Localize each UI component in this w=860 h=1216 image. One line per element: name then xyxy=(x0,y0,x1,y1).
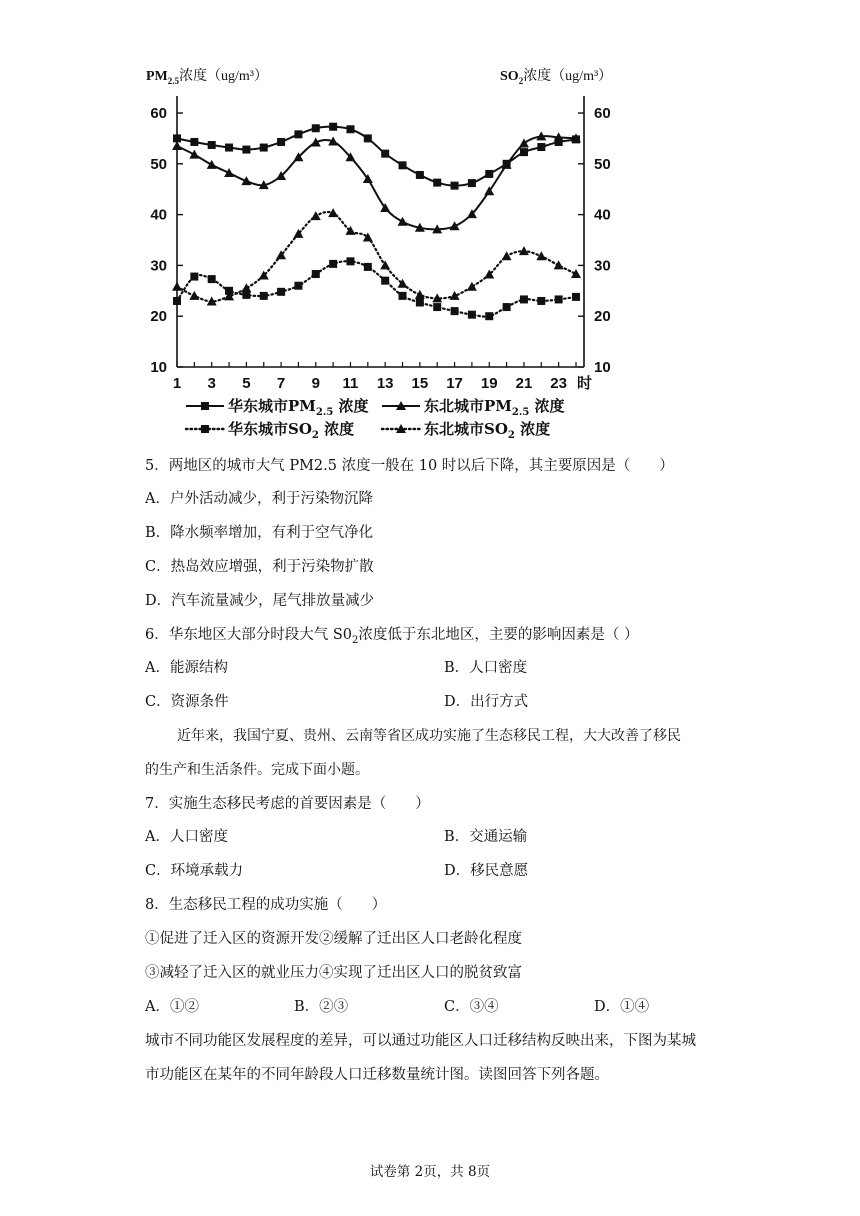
q8-option-d: D．①④ xyxy=(594,999,650,1015)
data-point xyxy=(520,148,528,156)
x-tick-label: 7 xyxy=(276,375,286,392)
data-point xyxy=(468,179,476,187)
question-7: 7．实施生态移民考虑的首要因素是（ ） xyxy=(145,796,430,812)
data-point xyxy=(363,232,373,241)
chart-series xyxy=(172,123,581,320)
x-tick-label: 11 xyxy=(342,375,359,392)
data-point xyxy=(485,170,493,178)
data-point xyxy=(364,263,372,271)
data-point xyxy=(172,282,182,291)
legend-swatch-marker xyxy=(201,425,209,433)
data-point xyxy=(398,279,408,288)
data-point xyxy=(537,143,545,151)
q5-option-c: C．热岛效应增强，利于污染物扩散 xyxy=(145,559,374,575)
series-4 xyxy=(172,208,581,305)
passage-1-line-2: 的生产和生活条件。完成下面小题。 xyxy=(145,762,369,778)
question-5: 5．两地区的城市大气 PM2.5 浓度一般在 10 时以后下降，其主要原因是（ ） xyxy=(145,458,674,474)
x-tick-label: 19 xyxy=(480,375,498,392)
x-tick-label: 5 xyxy=(242,375,251,392)
series-line xyxy=(177,212,576,301)
data-point xyxy=(503,303,511,311)
data-point xyxy=(571,269,581,278)
data-point xyxy=(312,270,320,278)
q6-option-c: C．资源条件 xyxy=(145,694,229,710)
legend-swatch-marker xyxy=(201,402,209,410)
data-point xyxy=(381,277,389,285)
data-point xyxy=(416,171,424,179)
x-tick-label: 13 xyxy=(376,375,394,392)
data-point xyxy=(242,146,250,154)
q5-option-b: B．降水频率增加，有利于空气净化 xyxy=(145,525,374,541)
data-point xyxy=(189,291,199,300)
data-point xyxy=(345,226,355,235)
series-1 xyxy=(173,123,580,190)
data-point xyxy=(555,295,563,303)
data-point xyxy=(208,141,216,149)
data-point xyxy=(364,134,372,142)
data-point xyxy=(311,211,321,220)
chart-axes xyxy=(177,96,584,367)
passage-2-line-1: 城市不同功能区发展程度的差异，可以通过功能区人口迁移结构反映出来，下图为某城 xyxy=(145,1033,696,1049)
right-axis-label xyxy=(500,67,612,86)
x-tick-label: 17 xyxy=(446,375,463,392)
data-point xyxy=(329,260,337,268)
data-point xyxy=(173,297,181,305)
passage-1-line-1: 近年来，我国宁夏、贵州、云南等省区成功实施了生态移民工程，大大改善了移民 xyxy=(177,728,681,744)
x-unit-label: 时 xyxy=(577,374,593,392)
legend-item-1 xyxy=(186,397,369,418)
legend-item-3 xyxy=(186,420,354,441)
q6-text-post: 浓度低于东北地区，主要的影响因素是（ ） xyxy=(358,627,639,643)
q5-option-a: A．户外活动减少，利于污染物沉降 xyxy=(145,491,373,507)
legend-item-4 xyxy=(382,420,550,441)
data-point xyxy=(277,138,285,146)
y-tick-label-right: 30 xyxy=(594,257,611,275)
data-point xyxy=(276,250,286,259)
data-point xyxy=(260,292,268,300)
question-6 xyxy=(145,625,638,651)
data-point xyxy=(294,282,302,290)
q7-option-a: A．人口密度 xyxy=(145,829,228,845)
data-point xyxy=(293,229,303,238)
passage-2-line-2: 市功能区在某年的不同年龄段人口迁移数量统计图。读图回答下列各题。 xyxy=(145,1067,609,1083)
data-point xyxy=(399,292,407,300)
series-line xyxy=(177,136,576,229)
data-point xyxy=(225,144,233,152)
pm25-so2-chart xyxy=(0,0,860,450)
data-point xyxy=(241,283,251,292)
data-point xyxy=(294,130,302,138)
data-point xyxy=(467,282,477,291)
question-8: 8．生态移民工程的成功实施（ ） xyxy=(145,897,387,913)
chart-legend xyxy=(186,397,565,441)
q6-option-d: D．出行方式 xyxy=(444,694,529,710)
data-point xyxy=(329,123,337,131)
q5-option-d: D．汽车流量减少，尾气排放量减少 xyxy=(145,593,375,609)
data-point xyxy=(520,295,528,303)
data-point xyxy=(312,124,320,132)
axis-label-text: $PM_{2.5}$浓度（ug/m³） xyxy=(146,69,268,86)
data-point xyxy=(519,138,529,147)
series-3 xyxy=(173,257,580,320)
legend-label: 东北城市$SO_2$ 浓度 xyxy=(424,420,551,441)
data-point xyxy=(207,160,217,169)
data-point xyxy=(399,161,407,169)
data-point xyxy=(572,293,580,301)
legend-label: 东北城市$PM_{2.5}$ 浓度 xyxy=(424,397,565,418)
y-tick-label-right: 10 xyxy=(594,359,611,376)
q6-option-b: B．人口密度 xyxy=(444,660,528,676)
x-tick-label: 3 xyxy=(207,375,216,392)
data-point xyxy=(415,290,425,299)
legend-label: 华东城市$SO_2$ 浓度 xyxy=(228,420,355,441)
y-tick-label-right: 60 xyxy=(594,105,611,122)
x-tick-label: 23 xyxy=(550,375,567,392)
data-point xyxy=(398,217,408,226)
data-point xyxy=(554,260,564,269)
data-point xyxy=(416,298,424,306)
data-point xyxy=(451,182,459,190)
data-point xyxy=(451,307,459,315)
data-point xyxy=(468,311,476,319)
left-axis-label xyxy=(146,67,268,86)
y-tick-label-right: 20 xyxy=(594,308,611,326)
y-tick-label-right: 40 xyxy=(594,206,611,224)
data-point xyxy=(260,144,268,152)
x-tick-label: 15 xyxy=(411,375,429,392)
data-point xyxy=(433,179,441,187)
q8-option-b: B．②③ xyxy=(294,999,349,1015)
data-point xyxy=(450,221,460,230)
y-tick-label-left: 30 xyxy=(150,257,167,275)
x-tick-label: 9 xyxy=(311,375,320,392)
data-point xyxy=(433,303,441,311)
data-point xyxy=(224,168,234,177)
x-tick-label: 1 xyxy=(172,375,182,392)
data-point xyxy=(537,297,545,305)
q8-option-c: C．③④ xyxy=(444,999,499,1015)
y-tick-label-left: 60 xyxy=(150,105,167,122)
data-point xyxy=(190,138,198,146)
data-point xyxy=(346,257,354,265)
data-point xyxy=(259,271,269,280)
q7-option-b: B．交通运输 xyxy=(444,829,528,845)
data-point xyxy=(381,150,389,158)
q7-option-c: C．环境承载力 xyxy=(145,863,244,879)
data-point xyxy=(346,125,354,133)
y-tick-label-right: 50 xyxy=(594,155,611,173)
x-tick-label: 21 xyxy=(515,375,533,392)
y-tick-label-left: 10 xyxy=(150,359,167,376)
y-tick-label-left: 40 xyxy=(150,206,167,224)
data-point xyxy=(208,275,216,283)
q8-statement-line-2: ③减轻了迁入区的就业压力④实现了迁出区人口的脱贫致富 xyxy=(145,965,522,981)
page-footer: 试卷第 2页，共 8页 xyxy=(369,1164,491,1180)
y-tick-label-left: 20 xyxy=(150,308,167,326)
q6-option-a: A．能源结构 xyxy=(145,660,228,676)
data-point xyxy=(190,273,198,281)
q8-option-a: A．①② xyxy=(145,999,199,1015)
data-point xyxy=(502,251,512,260)
q6-text-pre: 6．华东地区大部分时段大气 S0 xyxy=(145,627,352,643)
q7-option-d: D．移民意愿 xyxy=(444,863,529,879)
data-point xyxy=(485,312,493,320)
y-tick-label-left: 50 xyxy=(150,155,167,173)
q6-text-sub: 2 xyxy=(352,634,359,646)
data-point xyxy=(277,288,285,296)
q8-statement-line-1: ①促进了迁入区的资源开发②缓解了迁出区人口老龄化程度 xyxy=(145,931,522,947)
legend-item-2 xyxy=(382,397,565,418)
series-line xyxy=(177,261,576,316)
data-point xyxy=(189,150,199,159)
axis-label-text: $SO_2$浓度（ug/m³） xyxy=(500,69,613,86)
legend-label: 华东城市$PM_{2.5}$ 浓度 xyxy=(228,397,369,418)
